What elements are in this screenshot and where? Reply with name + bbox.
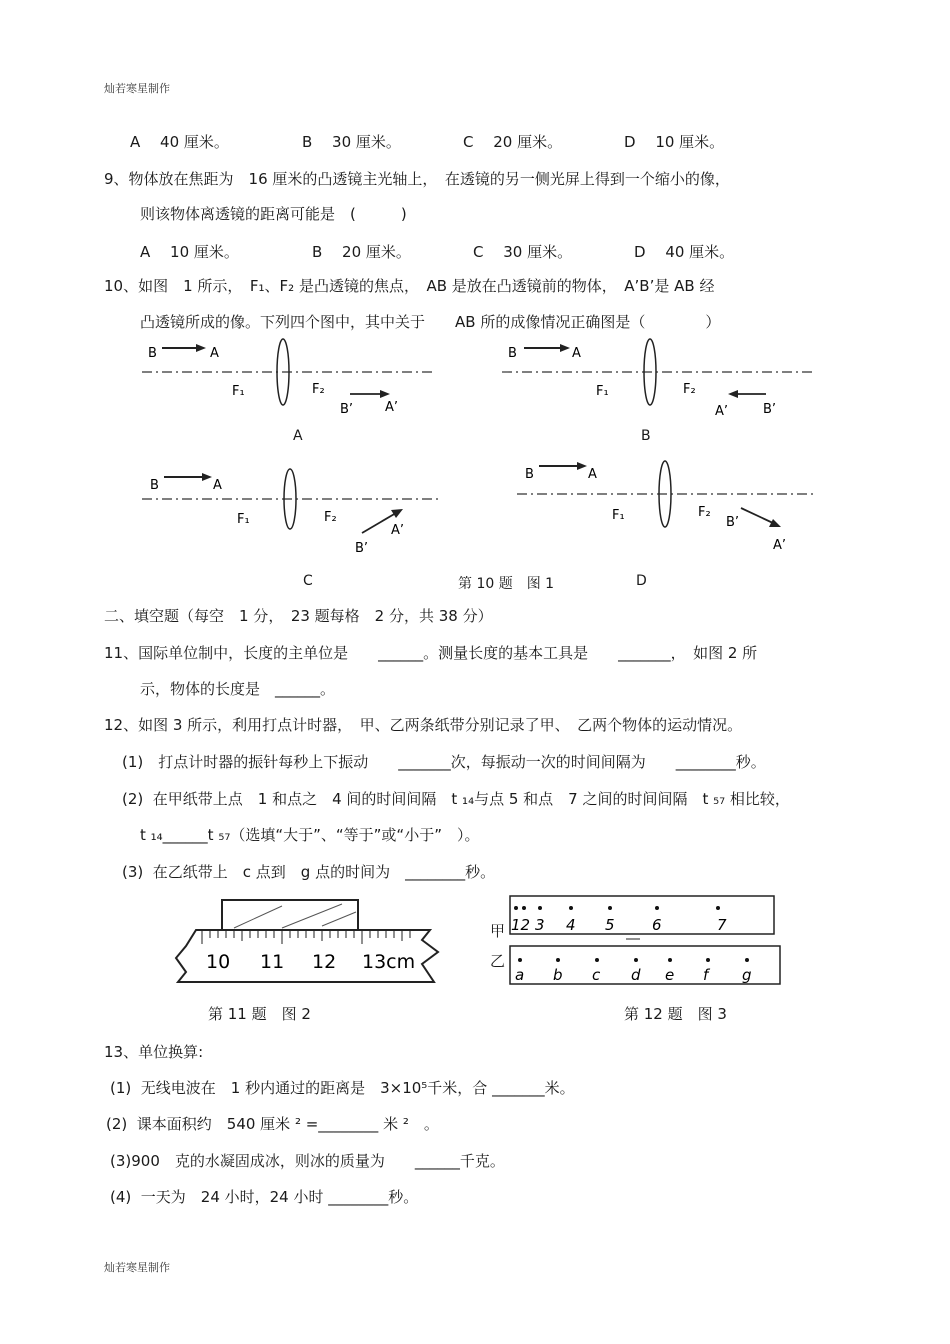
diag-a-ap: A’ [385,400,399,415]
lens-diagram-b [500,338,820,418]
diag-a-label: A [293,428,303,444]
tape-jia-6: 6 [652,916,662,934]
q10-line2: 凸透镜所成的像。下列四个图中，其中关于 AB 所的成像情况正确图是（ ） [140,313,721,331]
page-footer: 灿若寒星制作 [104,1261,170,1274]
q12-line1: 12、如图 3 所示，利用打点计时器， 甲、乙两条纸带分别记录了甲、 乙两个物体的运动情况。 [104,716,743,734]
tape-yi-g: g [742,966,752,984]
tape-yi-b: b [553,966,563,984]
diag-d-bp: B’ [726,515,740,530]
diag-c-ap: A’ [391,523,405,538]
tape-jia-4: 4 [566,916,576,934]
q9-option-b: B 20 厘米。 [312,243,411,261]
section2-heading: 二、填空题（每空 1 分， 23 题每格 2 分，共 38 分） [104,607,493,625]
diag-d-f2: F₂ [698,505,711,520]
lens-diagram-d [515,456,825,556]
lens-diagram-a [140,338,440,418]
tape-yi-f: f [703,966,709,984]
tape-figure [508,893,784,989]
q13-part1: (1) 无线电波在 1 秒内通过的距离是 3×10⁵千米，合 _______米。 [110,1079,575,1097]
q11-line1: 11、国际单位制中，长度的主单位是 ______。测量长度的基本工具是 _______， 如图 2 所 [104,644,758,662]
diag-d-b: B [525,467,534,482]
q11-line2: 示，物体的长度是 ______。 [140,680,336,698]
diag-c-label: C [303,573,313,589]
tape-jia-12: 12 [511,916,531,934]
diag-c-a: A [213,478,222,493]
page-header: 灿若寒星制作 [104,82,170,95]
q13-part2: (2) 课本面积约 540 厘米 ² =________ 米 ² 。 [106,1115,439,1133]
diag-a-f2: F₂ [312,382,325,397]
q9-option-a: A 10 厘米。 [140,243,239,261]
ruler-figure [172,896,454,988]
q13-part3: (3)900 克的水凝固成冰，则冰的质量为 ______千克。 [110,1152,505,1170]
q8-option-a: A 40 厘米。 [130,133,229,151]
q9-option-c: C 30 厘米。 [473,243,573,261]
q10-caption: 第 10 题 图 1 [458,576,555,592]
lens-diagram-c [140,465,450,560]
diag-b-a: A [572,346,581,361]
q13-title: 13、单位换算: [104,1043,204,1061]
diag-a-f1: F₁ [232,384,245,399]
tape-yi-label: 乙 [490,952,506,970]
tape-jia-5: 5 [605,916,615,934]
diag-d-label: D [636,573,647,589]
diag-c-f2: F₂ [324,510,337,525]
diag-d-f1: F₁ [612,508,625,523]
fig2-caption: 第 11 题 图 2 [208,1005,311,1023]
diag-c-f1: F₁ [237,512,250,527]
ruler-tick-12: 12 [312,951,337,973]
ruler-tick-11: 11 [260,951,285,973]
diag-b-ap: A’ [715,404,729,418]
diag-c-bp: B’ [355,541,369,556]
diag-a-a: A [210,346,219,361]
diag-b-f1: F₁ [596,384,609,399]
q8-option-b: B 30 厘米。 [302,133,401,151]
tape-jia-7: 7 [717,916,727,934]
q12-part3: (3) 在乙纸带上 c 点到 g 点的时间为 ________秒。 [122,863,496,881]
diag-b-b: B [508,346,517,361]
q8-option-c: C 20 厘米。 [463,133,563,151]
ruler-tick-13cm: 13cm [362,951,416,973]
tape-yi-a: a [515,966,525,984]
diag-d-ap: A’ [773,538,787,553]
diag-b-label: B [641,428,651,444]
q9-line2: 则该物体离透镜的距离可能是 ( ) [140,205,407,223]
diag-b-bp: B’ [763,402,777,417]
diag-a-b: B [148,346,157,361]
ruler-tick-10: 10 [206,951,231,973]
diag-d-a: A [588,467,597,482]
tape-jia-3: 3 [535,916,545,934]
diag-a-bp: B’ [340,402,354,417]
tape-jia-label: 甲 [490,922,506,940]
diag-b-f2: F₂ [683,382,696,397]
tape-yi-d: d [631,966,641,984]
q9-line1: 9、物体放在焦距为 16 厘米的凸透镜主光轴上， 在透镜的另一侧光屏上得到一个缩小的像， [104,170,730,188]
q12-part2a: (2) 在甲纸带上点 1 和点之 4 间的时间间隔 t ₁₄与点 5 和点 7 之间的时间间隔 t ₅₇ 相比较， [122,790,790,808]
q13-part4: (4) 一天为 24 小时，24 小时 ________秒。 [110,1188,419,1206]
tape-yi-e: e [665,966,675,984]
diag-c-b: B [150,478,159,493]
q12-part1: (1) 打点计时器的振针每秒上下振动 _______次，每振动一次的时间间隔为 ________秒。 [122,753,766,771]
tape-yi-c: c [592,966,601,984]
fig3-caption: 第 12 题 图 3 [624,1005,727,1023]
q9-option-d: D 40 厘米。 [634,243,735,261]
q12-part2b: t ₁₄______t ₅₇（选填“大于”、“等于”或“小于” ）。 [140,826,480,844]
q10-line1: 10、如图 1 所示， F₁、F₂ 是凸透镜的焦点， AB 是放在凸透镜前的物体， A’B’是 AB 经 [104,277,715,295]
q8-option-d: D 10 厘米。 [624,133,725,151]
